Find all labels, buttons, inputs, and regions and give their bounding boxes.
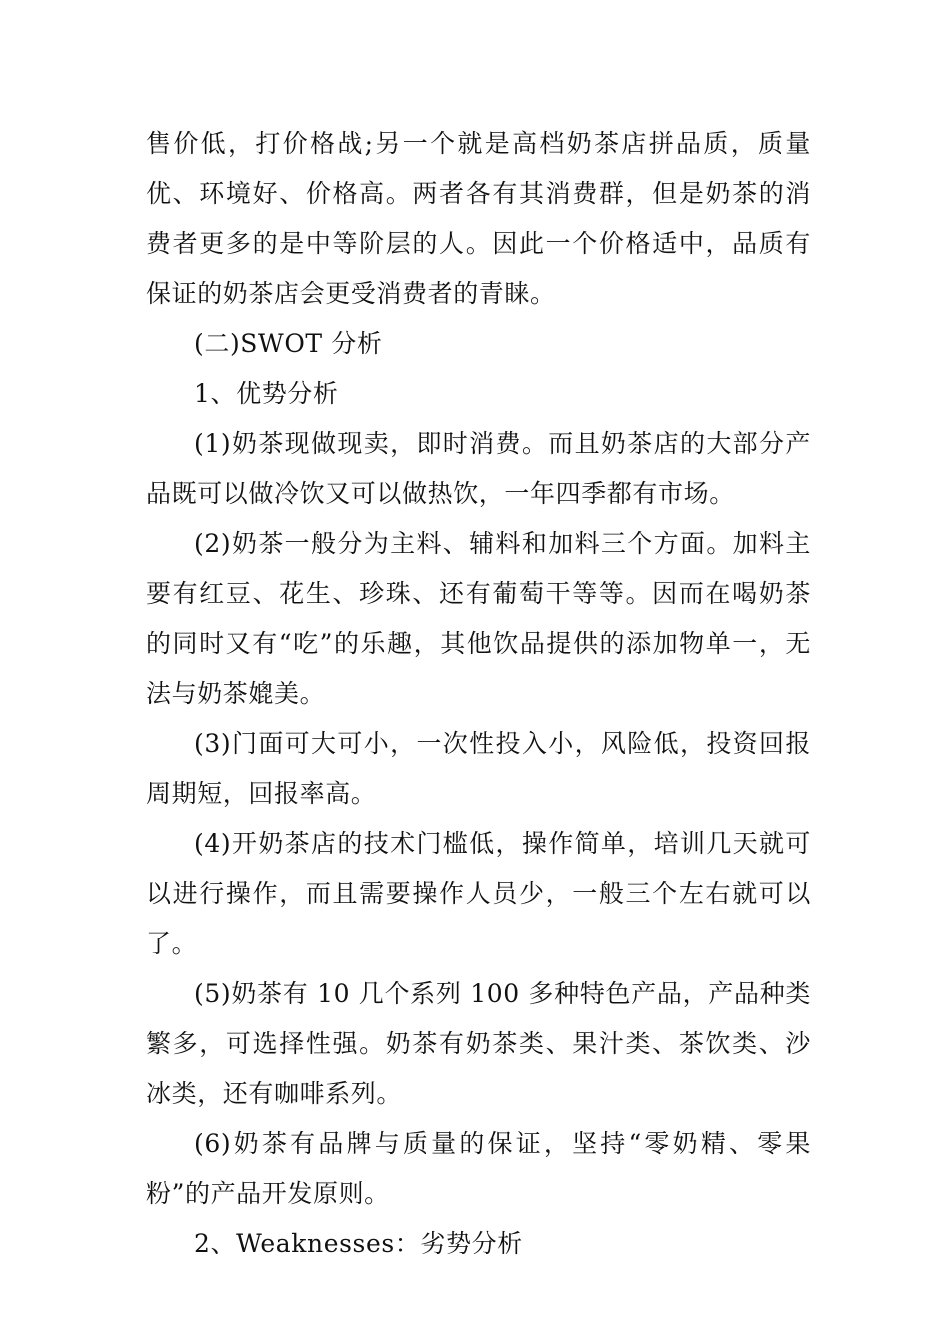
subsection-heading-strengths: 1、优势分析 — [194, 379, 339, 408]
subsection-heading-weaknesses: 2、Weaknesses：劣势分析 — [194, 1229, 523, 1258]
paragraph-intro-continuation: 售价低，打价格战;另一个就是高档奶茶店拼品质，质量优、环境好、价格高。两者各有其消费群，但是奶茶的消费者更多的是中等阶层的人。因此一个价格适中，品质有保证的奶茶店会更受消费者的青睐。 — [146, 129, 811, 308]
section-heading-swot: (二)SWOT 分析 — [194, 329, 383, 358]
paragraph-strength-4: (4)开奶茶店的技术门槛低，操作简单，培训几天就可以进行操作，而且需要操作人员少，一般三个左右就可以了。 — [146, 829, 811, 958]
paragraph-strength-6: (6)奶茶有品牌与质量的保证，坚持“零奶精、零果粉”的产品开发原则。 — [146, 1129, 811, 1208]
paragraph-strength-1: (1)奶茶现做现卖，即时消费。而且奶茶店的大部分产品既可以做冷饮又可以做热饮，一年四季都有市场。 — [146, 429, 811, 508]
paragraph-strength-3: (3)门面可大可小，一次性投入小，风险低，投资回报周期短，回报率高。 — [146, 729, 811, 808]
document-body — [146, 119, 811, 1269]
paragraph-strength-5: (5)奶茶有 10 几个系列 100 多种特色产品，产品种类繁多，可选择性强。奶茶有奶茶类、果汁类、茶饮类、沙冰类，还有咖啡系列。 — [146, 979, 811, 1108]
paragraph-strength-2: (2)奶茶一般分为主料、辅料和加料三个方面。加料主要有红豆、花生、珍珠、还有葡萄干等等。因而在喝奶茶的同时又有“吃”的乐趣，其他饮品提供的添加物单一，无法与奶茶媲美。 — [146, 529, 811, 708]
